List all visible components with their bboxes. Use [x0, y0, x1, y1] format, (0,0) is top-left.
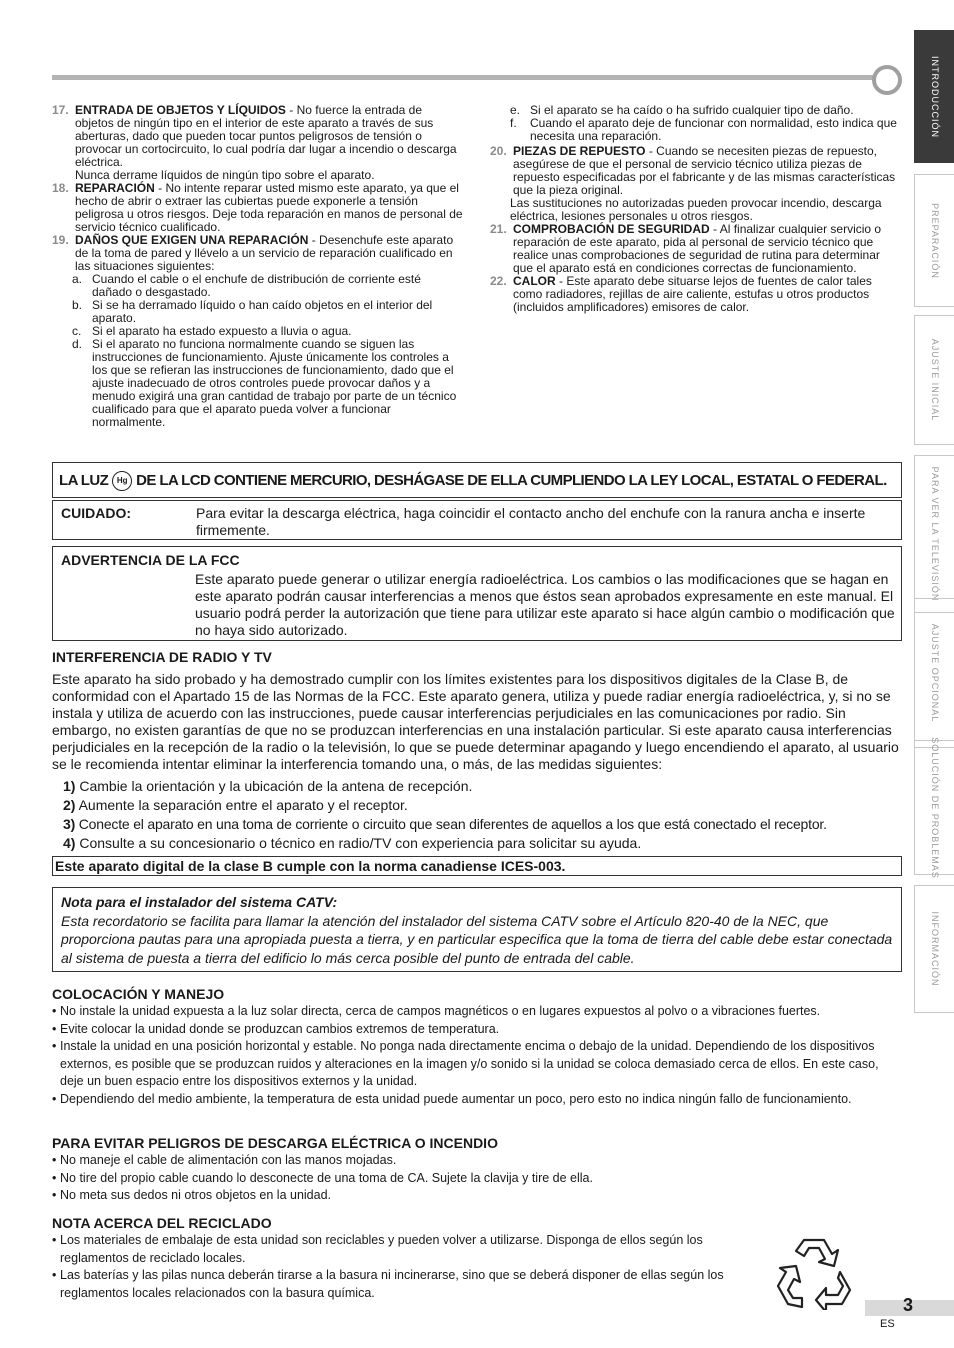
safety-column-left	[52, 104, 464, 429]
safety-item-19: 19. DAÑOS QUE EXIGEN UNA REPARACIÓN - Desenchufe este aparato de la toma de pared y llévelo a un servicio de reparación cualificado en las situaciones siguientes:	[52, 233, 454, 273]
peligros-list	[52, 1152, 904, 1205]
list-item: • Las baterías y las pilas nunca deberán tirarse a la basura ni incinerarse, sino que se deberá disponer de ellas según los reglamentos locales relacionados con la basura química.	[52, 1267, 764, 1302]
tab-solucion-de-problemas[interactable]: SOLUCIÓN DE PROBLEMAS	[914, 740, 954, 875]
reciclado-heading: NOTA ACERCA DEL RECICLADO	[52, 1215, 272, 1231]
list-item: • No instale la unidad expuesta a la luz solar directa, cerca de campos magnéticos o en lugares expuestos al polvo o a vibraciones fuertes.	[52, 1003, 904, 1021]
colocacion-heading: COLOCACIÓN Y MANEJO	[52, 986, 225, 1002]
tab-introduccion[interactable]: INTRODUCCIÓN	[914, 30, 954, 163]
safety-item-20: 20. PIEZAS DE REPUESTO - Cuando se necesiten piezas de repuesto, asegúrese de que el personal de servicio técnico utiliza piezas de repuesto especificadas por el fabricante y de las mismas características que la pieza original.	[490, 144, 896, 197]
tab-ajuste-inicial[interactable]: AJUSTE INICIAL	[914, 315, 954, 445]
reciclado-list	[52, 1232, 764, 1302]
safety-item-21: 21. COMPROBACIÓN DE SEGURIDAD - Al finalizar cualquier servicio o reparación de este aparato, pida al personal de servicio técnico que realice unas comprobaciones de seguridad de rutina para determinar que el aparato está en condiciones correctas de funcionamiento.	[490, 222, 882, 275]
safety-sub-e: e. Si el aparato se ha caído o ha sufrido cualquier tipo de daño.	[510, 103, 854, 117]
safety-item-20-extra: Las sustituciones no autorizadas pueden provocar incendio, descarga eléctrica, lesiones personales u otros riesgos.	[510, 196, 882, 223]
radio-tv-measures	[63, 777, 903, 853]
safety-item-22: 22. CALOR - Este aparato debe situarse lejos de fuentes de calor tales como radiadores, rejillas de aire caliente, estufas u otros productos (incluidos amplificadores) emisores de calor.	[490, 274, 872, 314]
hg-symbol-icon: Hg	[112, 471, 132, 491]
list-item: • Dependiendo del medio ambiente, la temperatura de esta unidad puede aumentar un poco, pero esto no indica ningún fallo de funcionamiento.	[52, 1091, 904, 1109]
header-circle	[872, 65, 902, 95]
peligros-heading: PARA EVITAR PELIGROS DE DESCARGA ELÉCTRICA O INCENDIO	[52, 1135, 498, 1151]
list-item: • Evite colocar la unidad donde se produzcan cambios extremos de temperatura.	[52, 1021, 904, 1039]
safety-sub-d: d. Si el aparato no funciona normalmente cuando se siguen las instrucciones de funcionamiento. Ajuste únicamente los controles a los que se refieran las instrucciones de funcionamiento, dado que el ajuste inadecuado de otros controles puede provocar daños y a menudo exigirá una gran cantidad de trabajo por parte de un técnico cualificado para que el aparato pueda volver a funcionar normalmente.	[72, 337, 457, 429]
ices-notice: Este aparato digital de la clase B cumple con la norma canadiense ICES-003.	[52, 856, 902, 876]
peligros-section	[52, 1134, 904, 1205]
colocacion-section	[52, 985, 904, 1108]
fcc-warning-box: ADVERTENCIA DE LA FCC Este aparato puede generar o utilizar energía radioeléctrica. Los cambios o las modificaciones que se hagan en este aparato podrán causar interferencias a menos que éstos sean aprobados expresamente en este manual. El usuario podrá perder la autorización que tiene para utilizar este aparato si hace algún cambio o modificación que no haya sido autorizado.	[52, 546, 902, 641]
safety-column-right	[490, 104, 902, 314]
safety-sub-f: f. Cuando el aparato deje de funcionar con normalidad, esto indica que necesita una reparación.	[510, 116, 897, 143]
colocacion-list	[52, 1003, 904, 1108]
caution-box: CUIDADO: Para evitar la descarga eléctrica, haga coincidir el contacto ancho del enchufe con la ranura ancha e inserte firmemente.	[52, 500, 902, 540]
header-rule	[52, 75, 878, 80]
reciclado-section	[52, 1214, 764, 1302]
list-item: • Instale la unidad en una posición horizontal y estable. No ponga nada directamente encima o debajo de la unidad. Dependiendo de los dispositivos externos, es posible que se produzcan ruidos y alteraciones en la imagen y/o sonido si la unidad se coloca demasiado cerca de ellos. En este caso, deje un buen espacio entre los dispositivos externos y la unidad.	[52, 1038, 904, 1091]
tab-ajuste-opcional[interactable]: AJUSTE OPCIONAL	[914, 598, 954, 748]
measure-4: 4) Consulte a su concesionario o técnico en radio/TV con experiencia para solicitar su ayuda.	[63, 835, 642, 851]
safety-item-17: 17. ENTRADA DE OBJETOS Y LÍQUIDOS - No fuerce la entrada de objetos de ningún tipo en el interior de este aparato a través de sus aberturas, dado que pueden tocar puntos peligrosos de tensión o provocar un cortocircuito, lo cual podría dar lugar a incendio o descarga eléctrica. Nunca derrame líquidos de ningún tipo sobre el aparato.	[52, 103, 457, 182]
measure-3: 3) Conecte el aparato en una toma de corriente o circuito que sean diferentes de aquellos a los que está conectado el receptor.	[63, 816, 827, 832]
recycle-icon	[774, 1230, 854, 1310]
radio-tv-heading: INTERFERENCIA DE RADIO Y TV	[52, 649, 272, 665]
measure-1: 1) Cambie la orientación y la ubicación de la antena de recepción.	[63, 778, 473, 794]
list-item: • No meta sus dedos ni otros objetos en la unidad.	[52, 1187, 904, 1205]
tab-preparacion[interactable]: PREPARACIÓN	[914, 174, 954, 307]
list-item: • No maneje el cable de alimentación con las manos mojadas.	[52, 1152, 904, 1170]
safety-sub-c: c. Si el aparato ha estado expuesto a lluvia o agua.	[72, 324, 352, 338]
list-item: • No tire del propio cable cuando lo desconecte de una toma de CA. Sujete la clavija y tire de ella.	[52, 1170, 904, 1188]
list-item: • Los materiales de embalaje de esta unidad son reciclables y pueden volver a utilizarse. Disponga de ellos según los reglamentos de reciclado locales.	[52, 1232, 764, 1267]
tab-informacion[interactable]: INFORMACIÓN	[914, 885, 954, 1013]
safety-sub-b: b. Si se ha derramado líquido o han caído objetos en el interior del aparato.	[72, 298, 433, 325]
catv-note-box: Nota para el instalador del sistema CATV: Esta recordatorio se facilita para llamar la atención del instalador del sistema CATV sobre el Artículo 820-40 de la NEC, que proporciona pautas para una apropiada puesta a tierra, y en particular especifica que la toma de tierra del cable debe estar conectada al sistema de puesta a tierra del edificio lo más cerca posible del punto de entrada del cable.	[52, 887, 902, 972]
safety-sub-a: a. Cuando el cable o el enchufe de distribución de corriente esté dañado o desgastado.	[72, 272, 421, 299]
measure-2: 2) Aumente la separación entre el aparato y el receptor.	[63, 797, 408, 813]
language-code: ES	[880, 1318, 895, 1330]
mercury-warning: LA LUZ Hg DE LA LCD CONTIENE MERCURIO, DESHÁGASE DE ELLA CUMPLIENDO LA LEY LOCAL, ESTATAL O FEDERAL.	[52, 462, 902, 498]
safety-item-18: 18. REPARACIÓN - No intente reparar usted mismo este aparato, ya que el hecho de abrir o extraer las cubiertas puede exponerle a tensión peligrosa u otros riesgos. Deje toda reparación en manos de personal de servicio técnico cualificado.	[52, 181, 463, 234]
tab-para-ver-la-television[interactable]: PARA VER LA TELEVISIÓN	[914, 455, 954, 613]
page-number: 3	[903, 1295, 914, 1315]
radio-tv-body: Este aparato ha sido probado y ha demostrado cumplir con los límites existentes para los dispositivos digitales de la Clase B, de conformidad con el Apartado 15 de las Normas de la FCC. Este aparato genera, utiliza y puede radiar energía radioeléctrica, y, si no se instala y utiliza de acuerdo con las instrucciones, puede causar interferencias perjudiciales en las comunicaciones por radio. Sin embargo, no existen garantías de que no se produzcan interferencias en una instalación particular. Si este aparato causa interferencias perjudiciales en la recepción de la radio o la televisión, lo que se puede determinar apagando y luego encendiendo el aparato, al usuario se le recomienda intentar eliminar la interferencia tomando una, o más, de las medidas siguientes:	[52, 671, 899, 772]
